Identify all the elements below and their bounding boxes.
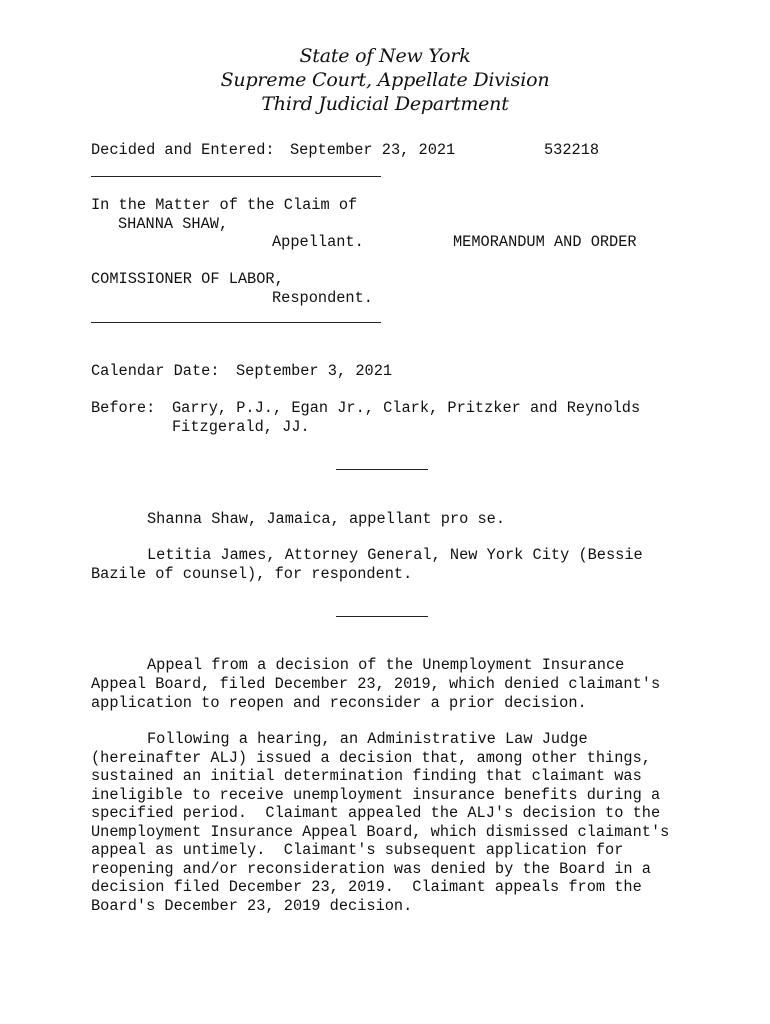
paragraph-line: (hereinafter ALJ) issued a decision that, among other things,: [91, 749, 651, 767]
caption-bottom-rule: [91, 322, 381, 323]
panel-justices-line1: Garry, P.J., Egan Jr., Clark, Pritzker and Reynolds: [172, 399, 641, 417]
respondent-counsel-line1: Letitia James, Attorney General, New York City (Bessie: [147, 546, 643, 564]
section-divider-1: [336, 469, 428, 470]
paragraph-line: decision filed December 23, 2019. Claimant appeals from the: [91, 878, 642, 896]
decided-entered-date: September 23, 2021: [290, 141, 456, 159]
court-name: Supreme Court, Appellate Division: [220, 69, 550, 91]
calendar-date: September 3, 2021: [236, 362, 393, 380]
paragraph-line: sustained an initial determination finding that claimant was: [91, 767, 642, 785]
paragraph-line: appeal as untimely. Claimant's subsequent application for: [91, 841, 624, 859]
section-divider-2: [336, 616, 428, 617]
paragraph-line: Appeal Board, filed December 23, 2019, which denied claimant's: [91, 675, 661, 693]
paragraph-line: Following a hearing, an Administrative Law Judge: [147, 730, 588, 748]
respondent-name: COMISSIONER OF LABOR,: [91, 270, 284, 288]
decided-entered-label: Decided and Entered:: [91, 141, 275, 159]
claimant-name: SHANNA SHAW,: [118, 215, 229, 233]
respondent-counsel-line2: Bazile of counsel), for respondent.: [91, 565, 413, 583]
paragraph-line: Board's December 23, 2019 decision.: [91, 897, 413, 915]
court-state: State of New York: [299, 45, 471, 67]
respondent-label: Respondent.: [272, 289, 373, 307]
paragraph-line: application to reopen and reconsider a prior decision.: [91, 694, 587, 712]
paragraph-line: specified period. Claimant appealed the ALJ's decision to the: [91, 804, 661, 822]
court-department: Third Judicial Department: [261, 93, 509, 115]
docket-number: 532218: [544, 141, 600, 159]
caption-top-rule: [91, 176, 381, 177]
panel-justices-line2: Fitzgerald, JJ.: [172, 418, 310, 436]
appellant-counsel: Shanna Shaw, Jamaica, appellant pro se.: [147, 510, 506, 528]
paragraph-line: ineligible to receive unemployment insurance benefits during a: [91, 786, 661, 804]
calendar-date-label: Calendar Date:: [91, 362, 220, 380]
appellant-label: Appellant.: [272, 233, 364, 251]
matter-line: In the Matter of the Claim of: [91, 196, 358, 214]
before-label: Before:: [91, 399, 156, 417]
paragraph-line: Unemployment Insurance Appeal Board, which dismissed claimant's: [91, 823, 670, 841]
paragraph-line: Appeal from a decision of the Unemployment Insurance: [147, 656, 625, 674]
paragraph-line: reopening and/or reconsideration was denied by the Board in a: [91, 860, 651, 878]
court-header: [0, 44, 770, 116]
order-type: MEMORANDUM AND ORDER: [453, 233, 637, 251]
